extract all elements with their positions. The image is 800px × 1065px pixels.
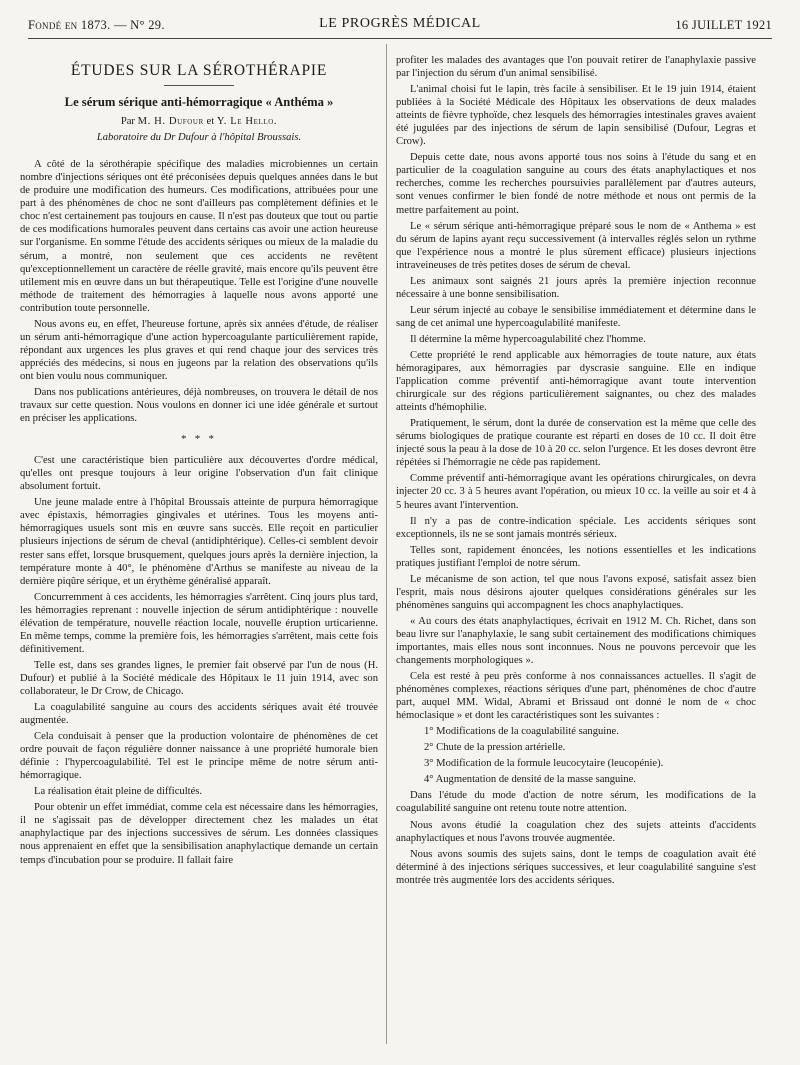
paragraph: « Au cours des états anaphylactiques, écrivait en 1912 M. Ch. Richet, dans son beau livre sur l'anaphylaxie, le sang subit certainement des modifications chimiques importantes, mais elles nous sont inconnues. Nous ne pouvons percevoir que les changements morphologiques ». (396, 615, 756, 667)
column-rule (386, 44, 387, 1044)
paragraph: Dans nos publications antérieures, déjà nombreuses, on trouvera le détail de nos travaux sur cette question. Nous voulons en donner ici une idée générale et surtout en préciser les applications. (20, 386, 378, 425)
paragraph: Le mécanisme de son action, tel que nous l'avons exposé, satisfait assez bien l'esprit, mais nous désirons ajouter quelques considérations générales sur les phénomènes sanguins qui accompagnent les chocs anaphylactiques. (396, 573, 756, 611)
journal-title: LE PROGRÈS MÉDICAL (319, 16, 481, 31)
paragraph: C'est une caractéristique bien particulière aux découvertes d'ordre médical, qu'elles ont presque toujours à leur origine l'observation d'un fait clinique absolument fortuit. (20, 455, 378, 493)
paragraph: profiter les malades des avantages que l'on pouvait retirer de l'anaphylaxie passive par l'injection du sérum d'un animal sensibilisé. (396, 55, 756, 80)
list-item: 3° Modification de la formule leucocytaire (leucopénie). (424, 758, 664, 770)
paragraph: L'animal choisi fut le lapin, très facile à sensibiliser. Et le 19 juin 1914, étaient publiées à la Société Médicale des Hôpitaux les observations de deux malades atteints de fièvre typhoïde, chez lesquels des hémorragies intestinales graves avaient été jugulées par des injections de sérum de lapin sensibilisé (Dufour, Legras et Crow). (396, 84, 756, 148)
list-item: 4° Augmentation de densité de la masse sanguine. (424, 774, 636, 786)
list-item: 1° Modifications de la coagulabilité sanguine. (424, 726, 619, 738)
paragraph: Cela conduisait à penser que la production volontaire de phénomènes de cet ordre pouvait de façon régulière donner naissance à une propriété humorale bien définie : l'hypercoagulabilité. Tel est le principe même de notre sérum anti-hémorragique. (20, 731, 378, 782)
paragraph: Telles sont, rapidement énoncées, les notions essentielles et les indications pratiques justifiant l'emploi de notre sérum. (396, 544, 756, 569)
authors-joiner: et (206, 116, 215, 128)
paragraph: Le « sérum sérique anti-hémorragique préparé sous le nom de « Anthema » est du sérum de lapins ayant reçu successivement (à intervalles réglés selon un rythme que l'expérience nous a montré le plus sûrement efficace) plusieurs injections intraveineuses de très petites doses de sérum de cheval. (396, 220, 756, 271)
author-1: M. H. Dufour (137, 116, 204, 128)
author-2: Y. Le Hello. (216, 116, 278, 128)
header-rule (28, 38, 772, 39)
running-header (28, 14, 772, 36)
paragraph: Les animaux sont saignés 21 jours après la première injection reconnue nécessaire à une bonne sensibilisation. (396, 275, 756, 300)
right-column (396, 54, 756, 890)
paragraph: Il détermine la même hypercoagulabilité chez l'homme. (410, 333, 646, 345)
article-subtitle: Le sérum sérique anti-hémorragique « Anthéma » (64, 95, 334, 110)
paragraph: Leur sérum injecté au cobaye le sensibilise immédiatement et détermine dans le sang de cet animal une hypercoagulabilité manifeste. (396, 304, 756, 329)
paragraph: Pratiquement, le sérum, dont la durée de conservation est la même que celle des sérums biologiques de pratique courante est réparti en doses de 10 cc. Il doit être injecté sous la peau à la dose de 10 à 20 cc. selon l'urgence. Et les doses devront être répétées si l'hémorragie ne cède pas rapidement. (396, 418, 756, 469)
paragraph: Cela est resté à peu près conforme à nos connaissances actuelles. Il s'agit de phénomènes complexes, réactions sériques d'une part, phénomènes de choc d'autre part, auquel MM. Widal, Abrami et Brissaud ont donné le nom de « choc hémoclasique » et dont les caractéristiques sont les suivantes : (396, 671, 756, 722)
paragraph: Il n'y a pas de contre-indication spéciale. Les accidents sériques sont exceptionnels, ils ne se sont jamais montrés sérieux. (396, 515, 756, 540)
paragraph: A côté de la sérothérapie spécifique des maladies microbiennes un certain nombre d'injections sériques ont été préconisées depuis quelques années dans le but de produire une modification des humeurs. Ces modifications, attribuées pour une part à des phénomènes de choc ne sont d'ailleurs pas complètement définies et le choc n'est certainement pas toujours en cause. Il n'est pas douteux que tout ou partie de ces modifications humorales peuvent dans certains cas avoir une action heureuse sur l'organisme. En somme l'étude des accidents sériques ou mieux de la maladie du sérum, a montré, non seulement que ces accidents ne revêtent qu'exceptionnellement un caractère de réelle gravité, mais encore qu'ils peuvent être utilement mis en œuvre dans un but thérapeutique. Telle est l'origine d'une nouvelle méthode de traitement des hémorragies à laquelle nous avons apporté une contribution toute personnelle. (20, 159, 378, 314)
article-authors (20, 115, 378, 128)
author-affiliation: Laboratoire du Dr Dufour à l'hôpital Broussais. (96, 132, 302, 144)
paragraph: Telle est, dans ses grandes lignes, le premier fait observé par l'un de nous (H. Dufour) et publié à la Société médicale des Hôpitaux le 11 juin 1914, avec son collaborateur, le Dr Crow, de Chicago. (20, 659, 378, 697)
paragraph: Nous avons étudié la coagulation chez des sujets atteints d'accidents anaphylactiques et nous l'avons trouvée augmentée. (396, 819, 756, 844)
article-title: ÉTUDES SUR LA SÉROTHÉRAPIE (70, 62, 328, 79)
paragraph: Pour obtenir un effet immédiat, comme cela est nécessaire dans les hémorragies, il ne s'agissait pas de développer directement chez les malades un état anaphylactique par des injections successives de sérum. Les données classiques nous apprenaient en effet que la sensibilisation anaphylactique demande un certain temps d'incubation pour se produire. Il fallait faire (20, 802, 378, 866)
header-date: 16 JUILLET 1921 (675, 18, 772, 32)
paragraph: La réalisation était pleine de difficultés. (34, 786, 203, 798)
paragraph: Comme préventif anti-hémorragique avant les opérations chirurgicales, on devra injecter 20 cc. 3 à 5 heures avant l'opération, ou mieux 10 cc. la veille au soir et 4 à 5 heures avant l'intervention. (396, 473, 756, 511)
header-founded: Fondé en 1873. — N° 29. (28, 18, 165, 32)
paragraph: Une jeune malade entre à l'hôpital Broussais atteinte de purpura hémorragique avec épistaxis, hémorragies gingivales et utérines. Tous les moyens anti-hémorragiques usuels sont mis en œuvre sans succès. Elle reçoit en particulier plusieurs injections de sérum de cheval (antidiphtérique). Celles-ci semblent devoir rester sans effet, lorsque brusquement, quelques jours après la dernière injection, la température monte à 40°, le phénomène d'Arthus se manifeste au niveau de la dernière piqûre sérique, et un érythème généralisé apparaît. (20, 497, 378, 587)
paragraph: Nous avons soumis des sujets sains, dont le temps de coagulation avait été déterminé à des injections sériques successives, et leur coagulabilité sanguine s'est montrée très augmentée lors des accidents sériques. (396, 848, 756, 886)
paragraph: La coagulabilité sanguine au cours des accidents sériques avait été trouvée augmentée. (20, 702, 378, 727)
left-column (20, 64, 378, 870)
paragraph: Nous avons eu, en effet, l'heureuse fortune, après six années d'étude, de réaliser un sérum anti-hémorragique d'une action hypercoagulante particulièrement rapide, répondant aux urgences les plus graves et qui rend chaque jour des services très appréciés des médecins, si nous en jugeons par la relation des observations qu'ils ont bien voulu nous communiquer. (20, 318, 378, 382)
paragraph: Cette propriété le rend applicable aux hémorragies de toute nature, aux états hémoragipares, aux hémorragies par dyscrasie sanguine. Elle en indique l'application comme préventif anti-hémorragique avant toute intervention chirurgicale sur des régions particulièrement saignantes, ou chez des malades atteints d'hémophilie. (396, 349, 756, 414)
title-rule (164, 85, 234, 86)
paragraph: Depuis cette date, nous avons apporté tous nos soins à l'étude du sang et en particulier de la coagulation sanguine au cours des états anaphylactiques et nos recherches, comme les recherches poursuivies parallèlement par d'autres auteurs, sont venues confirmer le bien fondé de notre méthode et nous ont permis de la mettre parfaitement au point. (396, 152, 756, 216)
paragraph: Dans l'étude du mode d'action de notre sérum, les modifications de la coagulabilité sanguine ont retenu toute notre attention. (396, 790, 756, 815)
list-item: 2° Chute de la pression artérielle. (424, 742, 566, 754)
section-separator: * * * (181, 433, 217, 446)
authors-prefix: Par (120, 116, 135, 128)
paragraph: Concurremment à ces accidents, les hémorragies s'arrêtent. Cinq jours plus tard, les hémorragies reprenant : nouvelle injection de sérum antidiphtérique : nouvelle élévation de température, nouvelle réaction locale, nouvelle éruption urticarienne. En même temps, comme la première fois, les hémorragies s'arrêtent, mais cette fois définitivement. (20, 591, 378, 655)
